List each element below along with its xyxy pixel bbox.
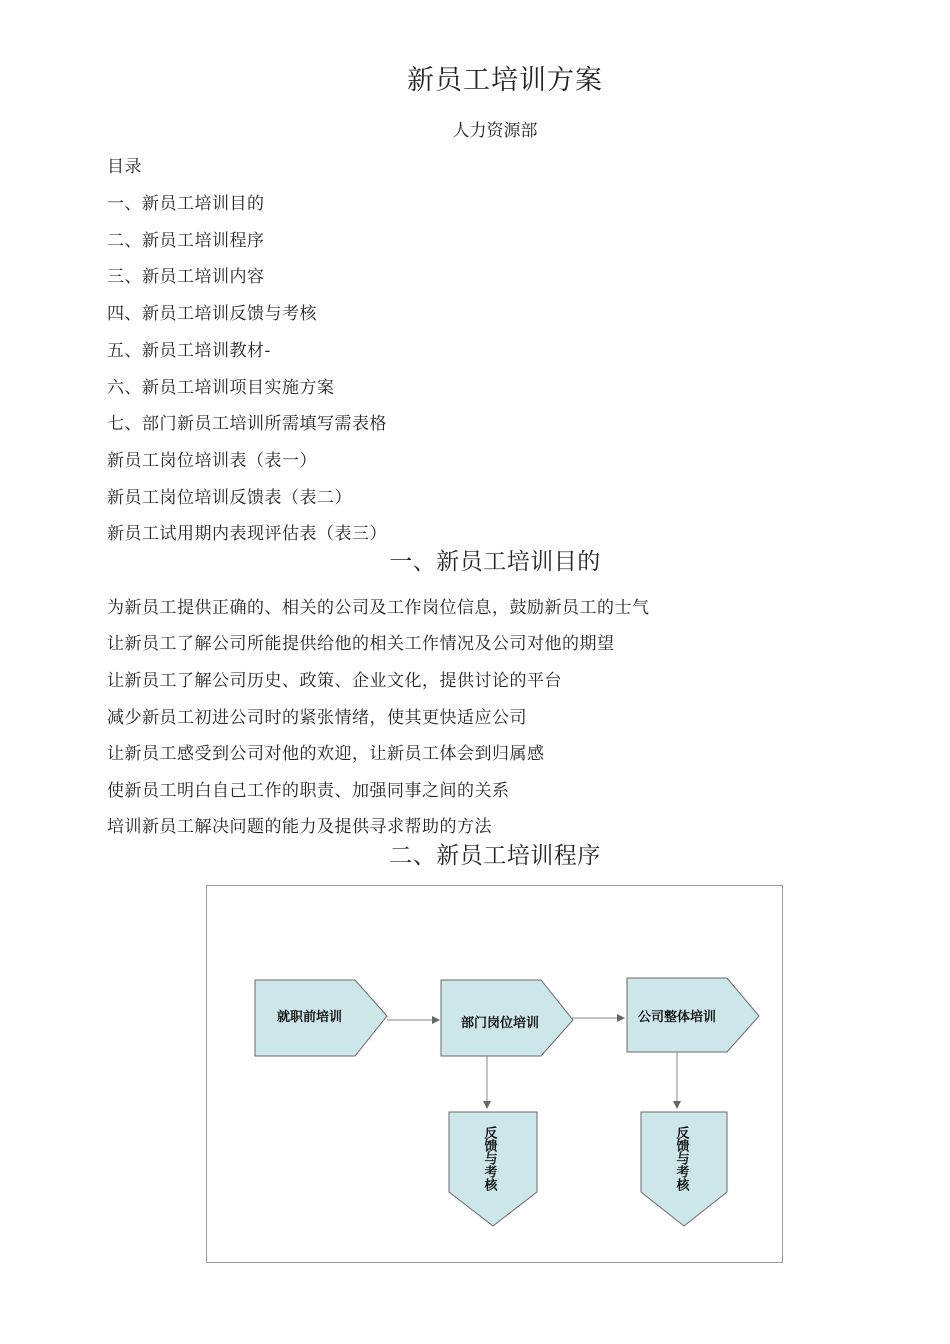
section-heading: 二、新员工培训程序	[389, 843, 601, 869]
purpose-item: 使新员工明白自己工作的职责、加强同事之间的关系	[107, 781, 510, 801]
toc-item: 二、新员工培训程序	[107, 231, 265, 251]
toc-item: 新员工岗位培训表（表一）	[107, 451, 317, 471]
toc-item: 七、部门新员工培训所需填写需表格	[107, 414, 387, 434]
purpose-item: 让新员工感受到公司对他的欢迎，让新员工体会到归属感	[107, 744, 545, 764]
toc-heading: 目录	[107, 157, 142, 177]
toc-item: 一、新员工培训目的	[107, 194, 265, 214]
department: 人力资源部	[452, 121, 538, 141]
purpose-item: 减少新员工初进公司时的紧张情绪，使其更快适应公司	[107, 708, 527, 728]
toc-item: 五、新员工培训教材-	[107, 341, 271, 361]
document-title: 新员工培训方案	[407, 65, 603, 96]
purpose-item: 为新员工提供正确的、相关的公司及工作岗位信息，鼓励新员工的士气	[107, 598, 650, 618]
toc-item: 新员工岗位培训反馈表（表二）	[107, 488, 352, 508]
training-flow-diagram	[206, 885, 783, 1263]
toc-item: 新员工试用期内表现评估表（表三）	[107, 524, 387, 544]
feedback-label: 反馈与考核	[673, 1126, 689, 1191]
step-label: 公司整体培训	[638, 1010, 717, 1025]
section-heading: 一、新员工培训目的	[389, 549, 601, 575]
step-label: 部门岗位培训	[461, 1016, 540, 1031]
step-label: 就职前培训	[277, 1010, 343, 1025]
purpose-item: 培训新员工解决问题的能力及提供寻求帮助的方法	[107, 817, 492, 837]
toc-item: 四、新员工培训反馈与考核	[107, 304, 317, 324]
feedback-label: 反馈与考核	[481, 1126, 497, 1191]
toc-item: 三、新员工培训内容	[107, 267, 265, 287]
purpose-item: 让新员工了解公司历史、政策、企业文化，提供讨论的平台	[107, 671, 562, 691]
toc-item: 六、新员工培训项目实施方案	[107, 378, 335, 398]
purpose-item: 让新员工了解公司所能提供给他的相关工作情况及公司对他的期望	[107, 634, 615, 654]
